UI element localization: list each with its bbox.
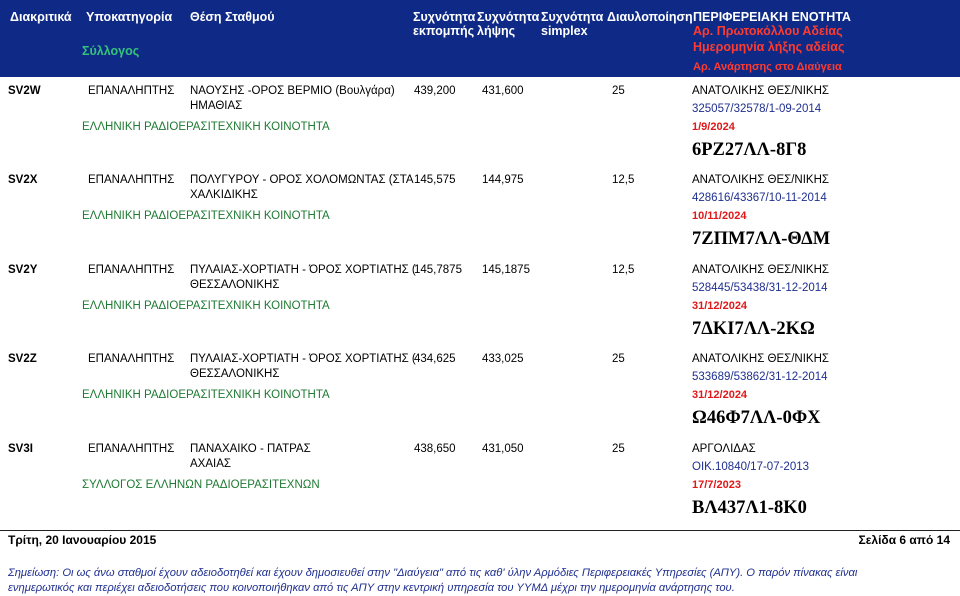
header-freq-tx-1: Συχνότητα (413, 10, 476, 24)
diavgeia-code: 6ΡΖ27ΛΛ-8Γ8 (692, 140, 807, 160)
header-region: ΠΕΡΙΦΕΡΕΙΑΚΗ ΕΝΟΤΗΤΑ (693, 10, 851, 24)
callsign: SV2W (8, 85, 41, 97)
header-freq-rx-2: λήψης (477, 24, 516, 38)
location-line-1: ΠΥΛΑΙΑΣ-ΧΟΡΤΙΑΤΗ - ΌΡΟΣ ΧΟΡΤΙΑΤΗΣ ( (190, 264, 416, 276)
expiry-date: 31/12/2024 (692, 300, 748, 312)
location-line-1: ΠΑΝΑΧΑΙΚΟ - ΠΑΤΡΑΣ (190, 443, 311, 455)
category: ΕΠΑΝΑΛΗΠΤΗΣ (88, 353, 175, 365)
protocol: 428616/43367/10-11-2014 (692, 192, 827, 204)
freq-tx: 438,650 (414, 443, 456, 455)
spacing: 25 (612, 85, 625, 97)
freq-rx: 145,1875 (482, 264, 530, 276)
location-line-1: ΝΑΟΥΣΗΣ -ΟΡΟΣ ΒΕΡΜΙΟ (Βουλγάρα) (190, 85, 395, 97)
header-callsign: Διακριτικά (10, 10, 72, 24)
freq-tx: 145,575 (414, 174, 456, 186)
diavgeia-code: 7ΖΠΜ7ΛΛ-ΘΔΜ (692, 229, 831, 249)
location-line-2: ΧΑΛΚΙΔΙΚΗΣ (190, 189, 258, 201)
footer-rule (0, 530, 960, 531)
category: ΕΠΑΝΑΛΗΠΤΗΣ (88, 264, 175, 276)
location-line-2: ΗΜΑΘΙΑΣ (190, 100, 243, 112)
header-freq-simplex-1: Συχνότητα (541, 10, 604, 24)
callsign: SV3I (8, 443, 33, 455)
table-header (0, 0, 960, 77)
diavgeia-code: ΒΛ437Λ1-8Κ0 (692, 498, 807, 518)
location-line-2: ΘΕΣΣΑΛΟΝΙΚΗΣ (190, 368, 280, 380)
header-location: Θέση Σταθμού (190, 10, 275, 24)
callsign: SV2X (8, 174, 38, 186)
location-line-1: ΠΟΛΥΓΥΡΟΥ - ΟΡΟΣ ΧΟΛΟΜΩΝΤΑΣ (ΣΤΑ (190, 174, 414, 186)
freq-rx: 431,600 (482, 85, 524, 97)
region: ΑΝΑΤΟΛΙΚΗΣ ΘΕΣ/ΝΙΚΗΣ (692, 85, 830, 97)
location-line-2: ΘΕΣΣΑΛΟΝΙΚΗΣ (190, 279, 280, 291)
diavgeia-code: 7ΔΚΙ7ΛΛ-2ΚΩ (692, 319, 815, 339)
footer-page-number: Σελίδα 6 από 14 (858, 533, 950, 547)
protocol: 528445/53438/31-12-2014 (692, 282, 828, 294)
protocol: 325057/32578/1-09-2014 (692, 103, 822, 115)
spacing: 25 (612, 443, 625, 455)
callsign: SV2Y (8, 264, 38, 276)
freq-tx: 434,625 (414, 353, 456, 365)
header-spacing: Διαυλοποίηση (607, 10, 693, 24)
expiry-date: 1/9/2024 (692, 121, 735, 133)
footer-note-line-2: ενημερωτικός και περιέχει αδειοδοτήσεις που κοινοποιήθηκαν από τις ΑΠΥ στην κεντρική υπηρεσία του ΥΥΜΔ μέχρι την ημερομηνία ανάρτησης του. (8, 582, 735, 594)
header-association: Σύλλογος (82, 44, 140, 58)
region: ΑΝΑΤΟΛΙΚΗΣ ΘΕΣ/ΝΙΚΗΣ (692, 353, 830, 365)
diavgeia-code: Ω46Φ7ΛΛ-0ΦΧ (692, 408, 821, 428)
header-category: Υποκατηγορία (86, 10, 173, 24)
freq-tx: 439,200 (414, 85, 456, 97)
freq-rx: 433,025 (482, 353, 524, 365)
spacing: 25 (612, 353, 625, 365)
association: ΕΛΛΗΝΙΚΗ ΡΑΔΙΟΕΡΑΣΙΤΕΧΝΙΚΗ ΚΟΙΝΟΤΗΤΑ (82, 389, 330, 401)
expiry-date: 31/12/2024 (692, 389, 748, 401)
category: ΕΠΑΝΑΛΗΠΤΗΣ (88, 443, 175, 455)
spacing: 12,5 (612, 264, 635, 276)
association: ΕΛΛΗΝΙΚΗ ΡΑΔΙΟΕΡΑΣΙΤΕΧΝΙΚΗ ΚΟΙΝΟΤΗΤΑ (82, 210, 330, 222)
association: ΕΛΛΗΝΙΚΗ ΡΑΔΙΟΕΡΑΣΙΤΕΧΝΙΚΗ ΚΟΙΝΟΤΗΤΑ (82, 121, 330, 133)
footer-note-line-1: Σημείωση: Οι ως άνω σταθμοί έχουν αδειοδοτηθεί και έχουν δημοσιευθεί στην "Διαύγεια" από τις καθ' ύλην Αρμόδιες Περιφερειακές Υπηρεσίες (ΑΠΥ). Ο παρόν πίνακας είναι (8, 567, 858, 579)
expiry-date: 17/7/2023 (692, 479, 741, 491)
protocol: 533689/53862/31-12-2014 (692, 371, 828, 383)
location-line-1: ΠΥΛΑΙΑΣ-ΧΟΡΤΙΑΤΗ - ΌΡΟΣ ΧΟΡΤΙΑΤΗΣ ( (190, 353, 416, 365)
region: ΑΡΓΟΛΙΔΑΣ (692, 443, 756, 455)
association: ΕΛΛΗΝΙΚΗ ΡΑΔΙΟΕΡΑΣΙΤΕΧΝΙΚΗ ΚΟΙΝΟΤΗΤΑ (82, 300, 330, 312)
association: ΣΥΛΛΟΓΟΣ ΕΛΛΗΝΩΝ ΡΑΔΙΟΕΡΑΣΙΤΕΧΝΩΝ (82, 479, 320, 491)
header-freq-simplex-2: simplex (541, 24, 588, 38)
freq-rx: 144,975 (482, 174, 524, 186)
freq-tx: 145,7875 (414, 264, 462, 276)
category: ΕΠΑΝΑΛΗΠΤΗΣ (88, 174, 175, 186)
freq-rx: 431,050 (482, 443, 524, 455)
protocol: ΟΙΚ.10840/17-07-2013 (692, 461, 810, 473)
location-line-2: ΑΧΑΙΑΣ (190, 458, 231, 470)
callsign: SV2Z (8, 353, 37, 365)
header-protocol: Αρ. Πρωτοκόλλου Αδείας (693, 24, 843, 38)
header-diavgeia: Αρ. Ανάρτησης στο Διαύγεια (693, 61, 842, 73)
region: ΑΝΑΤΟΛΙΚΗΣ ΘΕΣ/ΝΙΚΗΣ (692, 174, 830, 186)
footer-date: Τρίτη, 20 Ιανουαρίου 2015 (8, 533, 157, 547)
header-freq-tx-2: εκπομπής (413, 24, 475, 38)
expiry-date: 10/11/2024 (692, 210, 747, 222)
header-expiry: Ημερομηνία λήξης αδείας (693, 40, 845, 54)
region: ΑΝΑΤΟΛΙΚΗΣ ΘΕΣ/ΝΙΚΗΣ (692, 264, 830, 276)
header-freq-rx-1: Συχνότητα (477, 10, 540, 24)
category: ΕΠΑΝΑΛΗΠΤΗΣ (88, 85, 175, 97)
spacing: 12,5 (612, 174, 635, 186)
